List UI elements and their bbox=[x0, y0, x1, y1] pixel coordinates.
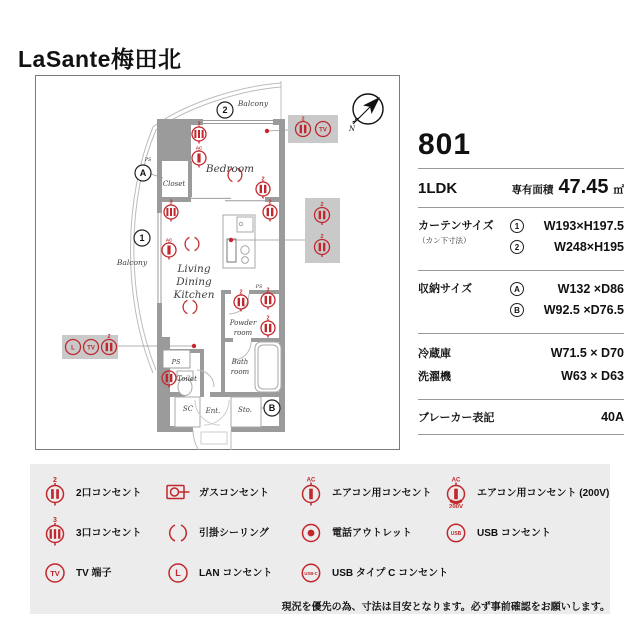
fridge-row bbox=[418, 345, 624, 361]
legend-item-usbc: USB-C USB タイプ C コンセント bbox=[298, 554, 448, 588]
svg-text:USB-C: USB-C bbox=[304, 570, 318, 576]
disclaimer-note: 現況を優先の為、寸法は目安となります。必ず事前確認をお願いします。 bbox=[281, 602, 610, 613]
usb-icon bbox=[443, 514, 469, 548]
svg-text:AC: AC bbox=[165, 237, 173, 243]
svg-text:2: 2 bbox=[239, 289, 243, 296]
bedroom-label: Bedroom bbox=[205, 163, 255, 175]
breaker-row bbox=[418, 409, 624, 425]
sc-label: SC bbox=[182, 405, 194, 413]
outlet-2-symbol bbox=[261, 316, 275, 338]
svg-text:L: L bbox=[175, 568, 181, 579]
layout-type: 1LDK bbox=[418, 180, 458, 197]
ps-small-label: PS bbox=[144, 157, 152, 163]
storage-size-label: 収納サイズ bbox=[418, 283, 473, 295]
svg-text:2: 2 bbox=[320, 234, 324, 240]
svg-text:3: 3 bbox=[197, 121, 201, 128]
ceiling-light-symbol bbox=[185, 237, 199, 250]
svg-text:200V: 200V bbox=[448, 504, 464, 508]
powder-label-2: room bbox=[233, 329, 253, 337]
curtain-size-section bbox=[418, 208, 624, 270]
ceiling-light-symbol bbox=[183, 300, 197, 313]
ac-outlet-symbol bbox=[162, 238, 176, 260]
curtain-value-2: W248×H195 bbox=[554, 240, 624, 254]
legend-item-gas: ガスコンセント bbox=[165, 474, 269, 508]
ldk-label-2: Dining bbox=[176, 276, 212, 288]
svg-text:2: 2 bbox=[266, 315, 270, 322]
legend-item-lan: L LAN コンセント bbox=[165, 554, 272, 588]
legend-item-phone: 電話アウトレット bbox=[298, 514, 412, 548]
room-number: 801 bbox=[418, 128, 472, 161]
outlet-3-symbol bbox=[164, 200, 178, 222]
svg-text:AC: AC bbox=[195, 145, 203, 151]
storage-value-a: W132 ×D86 bbox=[557, 282, 624, 296]
svg-text:A: A bbox=[139, 168, 147, 179]
curtain-row-1 bbox=[510, 219, 624, 233]
svg-text:3: 3 bbox=[169, 199, 173, 206]
ac-outlet-icon bbox=[298, 474, 324, 508]
layout-area-row bbox=[418, 169, 624, 207]
svg-text:B: B bbox=[268, 403, 276, 414]
curtain-row-2 bbox=[510, 240, 624, 254]
balcony-top-label: Balcony bbox=[237, 99, 269, 108]
tv-icon bbox=[42, 554, 68, 588]
balcony-left-label: Balcony bbox=[116, 258, 148, 267]
appliance-section bbox=[418, 334, 624, 399]
legend-item-tv: TV TV 端子 bbox=[42, 554, 112, 588]
svg-text:L: L bbox=[71, 345, 75, 352]
fridge-value: W71.5 × D70 bbox=[550, 346, 624, 360]
washer-value: W63 × D63 bbox=[561, 369, 624, 383]
info-panel bbox=[418, 130, 624, 435]
ac200-outlet-icon bbox=[443, 474, 469, 508]
marker-1 bbox=[134, 230, 150, 246]
legend-item-ac-outlet: AC エアコン用コンセント bbox=[298, 474, 432, 508]
bathtub bbox=[255, 342, 281, 392]
svg-text:TV: TV bbox=[87, 345, 95, 352]
north-compass-icon bbox=[348, 94, 383, 133]
outlet-2-symbol bbox=[256, 177, 270, 199]
legend-item-ac200-outlet: AC 200V エアコン用コンセント (200V) bbox=[443, 474, 609, 508]
tv-point-dot bbox=[229, 238, 233, 242]
closet-label: Closet bbox=[162, 180, 186, 188]
property-title: LaSante梅田北 bbox=[18, 46, 182, 73]
svg-text:2: 2 bbox=[268, 199, 272, 206]
legend-panel bbox=[30, 464, 610, 614]
curtain-size-label: カーテンサイズ bbox=[418, 220, 494, 232]
svg-text:TV: TV bbox=[50, 568, 60, 578]
breaker-value: 40A bbox=[601, 410, 624, 424]
kitchen-counter bbox=[223, 215, 255, 268]
gas-icon bbox=[165, 474, 191, 508]
breaker-label: ブレーカー表記 bbox=[418, 412, 495, 424]
svg-text:N: N bbox=[348, 125, 356, 133]
mark-a: A bbox=[510, 282, 524, 296]
svg-text:2: 2 bbox=[107, 334, 111, 340]
ps-label: PS bbox=[171, 358, 181, 366]
legend-item-outlet2: 2 2口コンセント bbox=[42, 474, 142, 508]
lan-icon bbox=[165, 554, 191, 588]
svg-text:3: 3 bbox=[53, 517, 57, 524]
storage-value-b: W92.5 ×D76.5 bbox=[543, 303, 624, 317]
outlet-2-symbol bbox=[263, 200, 277, 222]
washer-label: 洗濯機 bbox=[418, 371, 451, 383]
mark-b: B bbox=[510, 303, 524, 317]
ldk-label-3: Kitchen bbox=[173, 289, 215, 301]
bath-label-1: Bath bbox=[231, 358, 249, 366]
svg-text:TV: TV bbox=[319, 127, 327, 134]
mark-1: 1 bbox=[510, 219, 524, 233]
svg-text:2: 2 bbox=[261, 176, 265, 183]
svg-text:1: 1 bbox=[139, 233, 145, 244]
usbc-icon bbox=[298, 554, 324, 588]
powder-label-1: Powder bbox=[229, 319, 257, 327]
svg-text:2: 2 bbox=[266, 287, 270, 294]
svg-text:AC: AC bbox=[306, 477, 316, 484]
marker-2 bbox=[217, 102, 233, 118]
mark-2: 2 bbox=[510, 240, 524, 254]
bath-label-2: room bbox=[230, 368, 250, 376]
ps-small-label: PS bbox=[255, 284, 263, 290]
breaker-section bbox=[418, 400, 624, 434]
svg-text:2: 2 bbox=[53, 477, 57, 484]
svg-text:2: 2 bbox=[320, 202, 324, 208]
toilet-label: Toilet bbox=[177, 375, 197, 383]
washer-row bbox=[418, 368, 624, 384]
marker-b bbox=[261, 400, 280, 416]
storage-size-section bbox=[418, 271, 624, 333]
svg-text:USB: USB bbox=[450, 531, 462, 537]
tv-point-dot bbox=[192, 344, 196, 348]
curtain-size-sublabel: （カン下寸法） bbox=[418, 236, 471, 245]
tv-point-dot bbox=[265, 129, 269, 133]
sto-label: Sto. bbox=[238, 406, 252, 414]
area-label: 専有面積 bbox=[511, 184, 554, 196]
ceiling-icon bbox=[165, 514, 191, 548]
floor-plan bbox=[35, 75, 400, 450]
legend-item-usb: USB USB コンセント bbox=[443, 514, 551, 548]
area-unit: ㎡ bbox=[613, 184, 624, 196]
outlet2-icon bbox=[42, 474, 68, 508]
area-value: 47.45 bbox=[558, 176, 609, 198]
ldk-label-1: Living bbox=[177, 263, 211, 275]
outlet-2-symbol bbox=[234, 290, 248, 312]
outlet3-icon bbox=[42, 514, 68, 548]
svg-text:2: 2 bbox=[222, 105, 228, 116]
legend-item-ceiling: 引掛シーリング bbox=[165, 514, 269, 548]
storage-row-b bbox=[510, 303, 624, 317]
legend-item-outlet3: 3 3口コンセント bbox=[42, 514, 142, 548]
fridge-label: 冷蔵庫 bbox=[418, 348, 451, 360]
storage-row-a bbox=[510, 282, 624, 296]
ac-outlet-symbol bbox=[192, 146, 206, 168]
svg-text:AC: AC bbox=[451, 477, 461, 484]
curtain-value-1: W193×H197.5 bbox=[543, 219, 624, 233]
phone-icon bbox=[298, 514, 324, 548]
ent-label: Ent. bbox=[205, 407, 221, 415]
svg-text:2: 2 bbox=[301, 116, 305, 123]
